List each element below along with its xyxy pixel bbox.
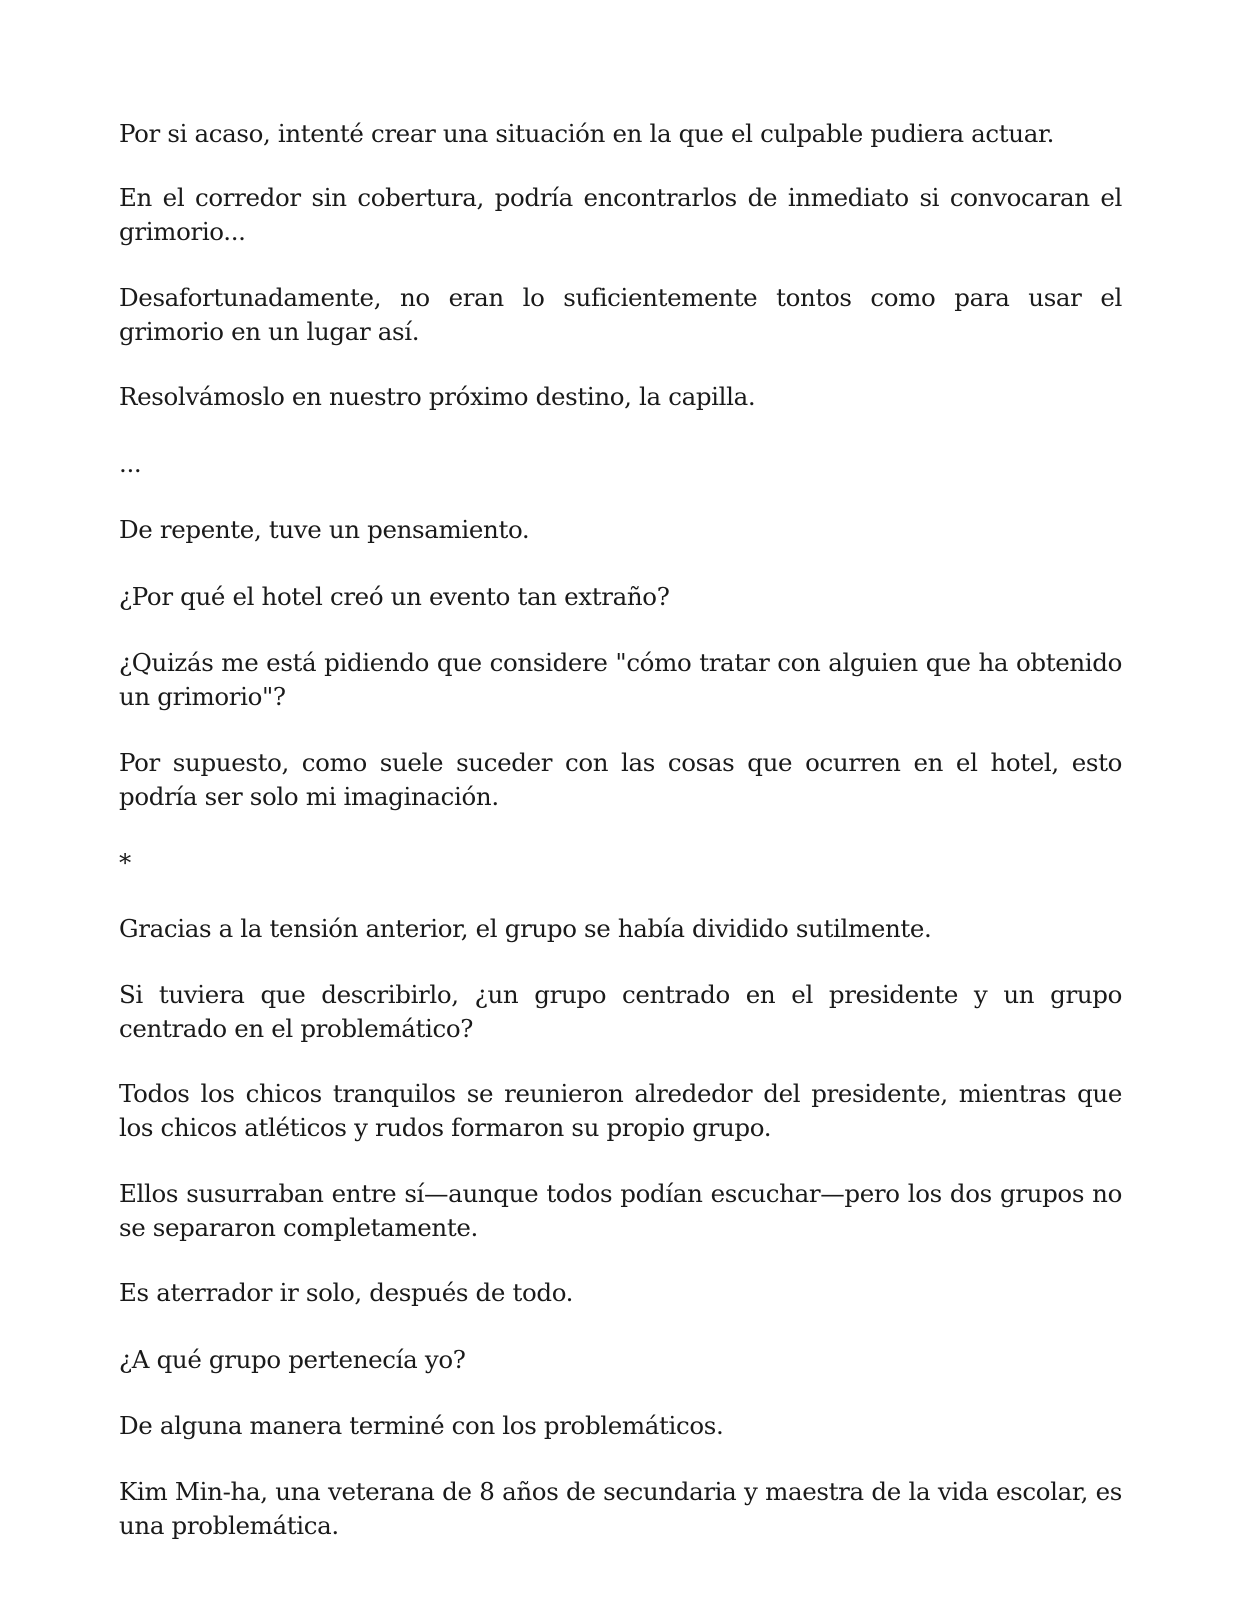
- paragraph-11: Todos los chicos tranquilos se reunieron alrededor del presidente, mientras que los chicos atléticos y rudos formaron su propio grupo.: [119, 1079, 1122, 1142]
- paragraph-ellipsis: ...: [119, 449, 142, 478]
- paragraph-1: Por si acaso, intenté crear una situación en la que el culpable pudiera actuar.: [119, 119, 1055, 148]
- paragraph-3: Desafortunadamente, no eran lo suficientemente tontos como para usar el grimorio en un lugar así.: [119, 283, 1122, 346]
- paragraph-13: Es aterrador ir solo, después de todo.: [119, 1278, 574, 1307]
- paragraph-2: En el corredor sin cobertura, podría encontrarlos de inmediato si convocaran el grimorio...: [119, 183, 1122, 246]
- paragraph-12: Ellos susurraban entre sí—aunque todos podían escuchar—pero los dos grupos no se separaron completamente.: [119, 1179, 1122, 1242]
- paragraph-6: ¿Por qué el hotel creó un evento tan extraño?: [119, 582, 670, 611]
- paragraph-16: Kim Min-ha, una veterana de 8 años de secundaria y maestra de la vida escolar, es una problemática.: [119, 1477, 1122, 1540]
- paragraph-8: Por supuesto, como suele suceder con las cosas que ocurren en el hotel, esto podría ser solo mi imaginación.: [119, 748, 1122, 811]
- paragraph-10: Si tuviera que describirlo, ¿un grupo centrado en el presidente y un grupo centrado en el problemático?: [119, 980, 1122, 1043]
- paragraph-15: De alguna manera terminé con los problemáticos.: [119, 1411, 724, 1440]
- paragraph-9: Gracias a la tensión anterior, el grupo se había dividido sutilmente.: [119, 914, 932, 943]
- section-break-asterisk: *: [119, 848, 131, 877]
- paragraph-7: ¿Quizás me está pidiendo que considere "cómo tratar con alguien que ha obtenido un grimorio"?: [119, 648, 1122, 711]
- paragraph-4: Resolvámoslo en nuestro próximo destino, la capilla.: [119, 382, 756, 411]
- paragraph-14: ¿A qué grupo pertenecía yo?: [119, 1345, 466, 1374]
- paragraph-5: De repente, tuve un pensamiento.: [119, 515, 530, 544]
